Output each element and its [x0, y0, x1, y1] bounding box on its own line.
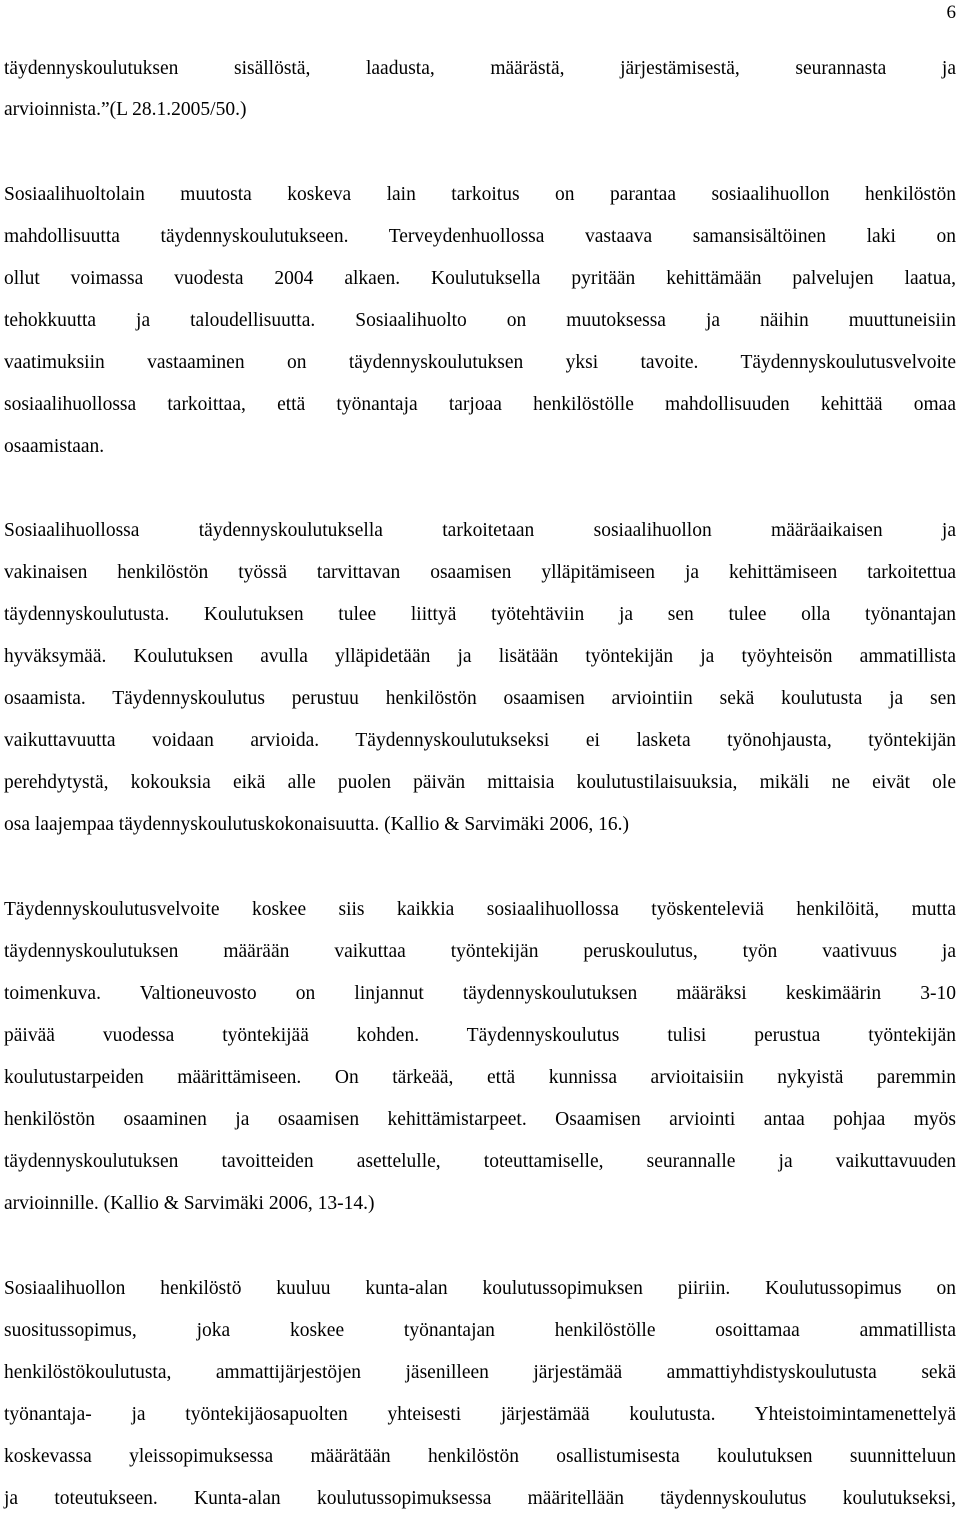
text-line: täydennyskoulutusta. Koulutuksen tulee liittyä työtehtäviin ja sen tulee olla työnantajan [4, 604, 956, 625]
text-line: Sosiaalihuoltolain muutosta koskeva lain tarkoitus on parantaa sosiaalihuollon henkilöstön [4, 184, 956, 205]
text-line: päivää vuodessa työntekijää kohden. Täydennyskoulutus tulisi perustua työntekijän [4, 1025, 956, 1046]
text-line: Sosiaalihuollon henkilöstö kuuluu kunta-alan koulutussopimuksen piiriin. Koulutussopimus on [4, 1278, 956, 1299]
text-line: ja toteutukseen. Kunta-alan koulutussopimuksessa määritellään täydennyskoulutus koulutukseksi, [4, 1488, 956, 1509]
text-line: perehdytystä, kokouksia eikä alle puolen päivän mittaisia koulutustilaisuuksia, mikäli ne eivät ole [4, 772, 956, 793]
text-line: osaamista. Täydennyskoulutus perustuu henkilöstön osaamisen arviointiin sekä koulutusta ja sen [4, 688, 956, 709]
text-line: suositussopimus, joka koskee työnantajan henkilöstölle osoittamaa ammatillista [4, 1320, 956, 1341]
text-line: henkilöstön osaaminen ja osaamisen kehittämistarpeet. Osaamisen arviointi antaa pohjaa myös [4, 1109, 956, 1130]
text-line: osaamistaan. [4, 436, 105, 457]
text-line: tehokkuutta ja taloudellisuutta. Sosiaalihuolto on muutoksessa ja näihin muuttuneisiin [4, 310, 956, 331]
text-line: vaatimuksiin vastaaminen on täydennyskoulutuksen yksi tavoite. Täydennyskoulutusvelvoite [4, 352, 956, 373]
text-line: Sosiaalihuollossa täydennyskoulutuksella tarkoitetaan sosiaalihuollon määräaikaisen ja [4, 520, 956, 541]
text-line: osa laajempaa täydennyskoulutuskokonaisuutta. (Kallio & Sarvimäki 2006, 16.) [4, 814, 629, 835]
text-line: toimenkuva. Valtioneuvosto on linjannut täydennyskoulutuksen määräksi keskimäärin 3-10 [4, 983, 956, 1004]
text-line: ollut voimassa vuodesta 2004 alkaen. Koulutuksella pyritään kehittämään palvelujen laatua, [4, 268, 956, 289]
text-line: mahdollisuutta täydennyskoulutukseen. Terveydenhuollossa vastaava samansisältöinen laki on [4, 226, 956, 247]
text-line: vaikuttavuutta voidaan arvioida. Täydennyskoulutukseksi ei lasketa työnohjausta, työntekijän [4, 730, 956, 751]
text-line: arvioinnille. (Kallio & Sarvimäki 2006, 13-14.) [4, 1193, 375, 1214]
text-line: sosiaalihuollossa tarkoittaa, että työnantaja tarjoaa henkilöstölle mahdollisuuden kehittää omaa [4, 394, 956, 415]
text-line: koulutustarpeiden määrittämiseen. On tärkeää, että kunnissa arvioitaisiin nykyistä paremmin [4, 1067, 956, 1088]
text-line: Täydennyskoulutusvelvoite koskee siis kaikkia sosiaalihuollossa työskenteleviä henkilöitä, mutta [4, 899, 956, 920]
text-line: arvioinnista.”(L 28.1.2005/50.) [4, 99, 247, 120]
page-number: 6 [946, 2, 956, 23]
text-line: täydennyskoulutuksen sisällöstä, laadusta, määrästä, järjestämisestä, seurannasta ja [4, 58, 956, 79]
text-line: vakinaisen henkilöstön työssä tarvittavan osaamisen ylläpitämiseen ja kehittämiseen tarkoitettua [4, 562, 956, 583]
text-line: koskevassa yleissopimuksessa määrätään henkilöstön osallistumisesta koulutuksen suunnitteluun [4, 1446, 956, 1467]
text-line: täydennyskoulutuksen tavoitteiden asettelulle, toteuttamiselle, seurannalle ja vaikuttavuuden [4, 1151, 956, 1172]
text-line: täydennyskoulutuksen määrään vaikuttaa työntekijän peruskoulutus, työn vaativuus ja [4, 941, 956, 962]
text-line: henkilöstökoulutusta, ammattijärjestöjen jäsenilleen järjestämää ammattiyhdistyskoulutusta sekä [4, 1362, 956, 1383]
text-line: työnantaja- ja työntekijäosapuolten yhteisesti järjestämää koulutusta. Yhteistoimintamenettelyä [4, 1404, 956, 1425]
text-line: hyväksymää. Koulutuksen avulla ylläpidetään ja lisätään työntekijän ja työyhteisön ammatillista [4, 646, 956, 667]
